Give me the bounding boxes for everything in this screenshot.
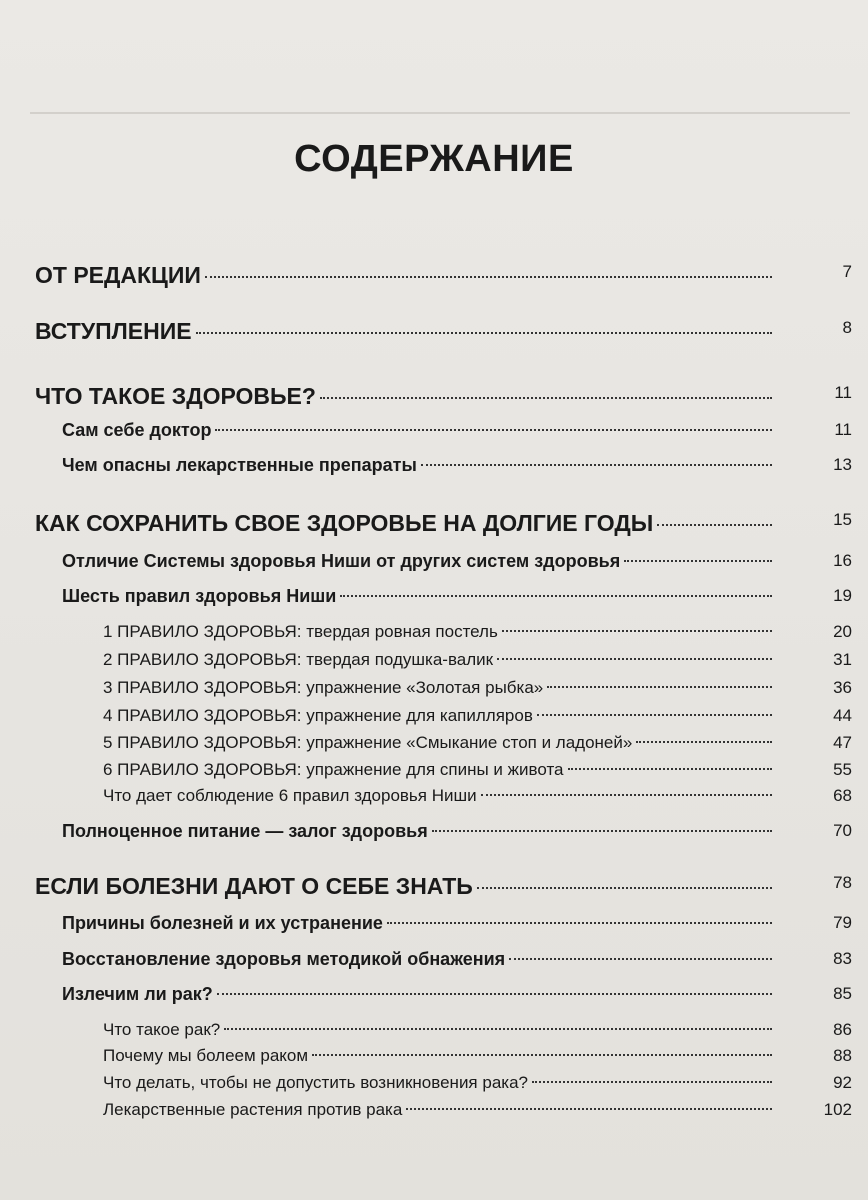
toc-entry-label: Сам себе доктор xyxy=(62,420,212,440)
leader-dots xyxy=(320,397,772,399)
leader-dots xyxy=(502,630,772,632)
toc-entry-subsection xyxy=(103,1100,852,1120)
toc-entry-subsection xyxy=(103,1073,852,1093)
leader-dots xyxy=(312,1054,772,1056)
toc-page-number: 15 xyxy=(833,510,852,529)
leader-dots xyxy=(537,714,772,716)
toc-entry-section xyxy=(62,586,852,607)
toc-page-number: 102 xyxy=(823,1100,852,1119)
toc-entry-section xyxy=(62,949,852,970)
toc-entry-label: ЕСЛИ БОЛЕЗНИ ДАЮТ О СЕБЕ ЗНАТЬ xyxy=(35,873,473,899)
toc-entry-label: Причины болезней и их устранение xyxy=(62,913,383,933)
toc-entry-label: Отличие Системы здоровья Ниши от других систем здоровья xyxy=(62,551,621,571)
toc-entry-section xyxy=(62,821,852,842)
leader-dots xyxy=(421,464,772,466)
toc-entry-label: Излечим ли рак? xyxy=(62,984,213,1004)
toc-entry-subsection xyxy=(103,678,852,698)
toc-entry-label: 4 ПРАВИЛО ЗДОРОВЬЯ: упражнение для капилляров xyxy=(103,706,533,725)
toc-entry-subsection xyxy=(103,1020,852,1040)
toc-entry-label: Что делать, чтобы не допустить возникновения рака? xyxy=(103,1073,528,1092)
toc-entry-section xyxy=(62,551,852,572)
leader-dots xyxy=(217,993,772,995)
toc-entry-chapter xyxy=(35,510,852,537)
toc-page-number: 88 xyxy=(833,1046,852,1065)
leader-dots xyxy=(406,1108,772,1110)
toc-page-number: 86 xyxy=(833,1020,852,1039)
toc-page-number: 20 xyxy=(833,622,852,641)
leader-dots xyxy=(532,1081,772,1083)
leader-dots xyxy=(624,560,772,562)
page-title: СОДЕРЖАНИЕ xyxy=(294,138,574,180)
toc-entry-label: ВСТУПЛЕНИЕ xyxy=(35,318,192,344)
toc-page-number: 11 xyxy=(834,383,852,402)
leader-dots xyxy=(205,276,772,278)
toc-entry-subsection xyxy=(103,760,852,780)
toc-page-number: 85 xyxy=(833,984,852,1003)
toc-page-number: 78 xyxy=(833,873,852,892)
toc-page-number: 11 xyxy=(834,420,852,439)
toc-page-number: 13 xyxy=(833,455,852,474)
toc-entry-label: Почему мы болеем раком xyxy=(103,1046,309,1065)
toc-entry-label: ЧТО ТАКОЕ ЗДОРОВЬЕ? xyxy=(35,383,316,409)
leader-dots xyxy=(196,332,772,334)
leader-dots xyxy=(636,741,772,743)
leader-dots xyxy=(387,922,772,924)
toc-entry-label: Чем опасны лекарственные препараты xyxy=(62,455,417,475)
toc-entry-section xyxy=(62,455,852,476)
toc-page-number: 44 xyxy=(833,706,852,725)
toc-page-number: 68 xyxy=(833,786,852,805)
toc-entry-section xyxy=(62,984,852,1005)
leader-dots xyxy=(481,794,772,796)
toc-entry-label: 3 ПРАВИЛО ЗДОРОВЬЯ: упражнение «Золотая рыбка» xyxy=(103,678,544,697)
leader-dots xyxy=(657,524,772,526)
toc-entry-chapter xyxy=(35,383,852,410)
toc-page-number: 70 xyxy=(833,821,852,840)
leader-dots xyxy=(215,429,772,431)
toc-page-number: 92 xyxy=(833,1073,852,1092)
toc-page-number: 36 xyxy=(833,678,852,697)
toc-entry-label: 1 ПРАВИЛО ЗДОРОВЬЯ: твердая ровная постель xyxy=(103,622,498,641)
bleed-through-rule xyxy=(30,112,850,114)
toc-entry-subsection xyxy=(103,622,852,642)
toc-entry-label: Лекарственные растения против рака xyxy=(103,1100,403,1119)
toc-page-number: 16 xyxy=(833,551,852,570)
toc-entry-label: КАК СОХРАНИТЬ СВОЕ ЗДОРОВЬЕ НА ДОЛГИЕ ГОДЫ xyxy=(35,510,654,536)
toc-entry-chapter xyxy=(35,873,852,900)
leader-dots xyxy=(509,958,772,960)
toc-entry-label: Шесть правил здоровья Ниши xyxy=(62,586,337,606)
toc-entry-section xyxy=(62,913,852,934)
leader-dots xyxy=(432,830,772,832)
toc-entry-subsection xyxy=(103,650,852,670)
leader-dots xyxy=(224,1028,772,1030)
toc-entry-label: Что такое рак? xyxy=(103,1020,221,1039)
toc-entry-label: Что дает соблюдение 6 правил здоровья Ниши xyxy=(103,786,477,805)
toc-entry-subsection xyxy=(103,706,852,726)
toc-entry-chapter xyxy=(35,318,852,345)
leader-dots xyxy=(568,768,773,770)
leader-dots xyxy=(497,658,772,660)
toc-entry-label: 5 ПРАВИЛО ЗДОРОВЬЯ: упражнение «Смыкание стоп и ладоней» xyxy=(103,733,633,752)
toc-entry-subsection xyxy=(103,733,852,753)
toc-page-number: 47 xyxy=(833,733,852,752)
toc-page-number: 7 xyxy=(842,262,852,281)
toc-entry-label: 2 ПРАВИЛО ЗДОРОВЬЯ: твердая подушка-валик xyxy=(103,650,494,669)
toc-entry-label: Восстановление здоровья методикой обнажения xyxy=(62,949,506,969)
leader-dots xyxy=(477,887,772,889)
toc-entry-label: 6 ПРАВИЛО ЗДОРОВЬЯ: упражнение для спины и живота xyxy=(103,760,564,779)
toc-entry-chapter xyxy=(35,262,852,289)
leader-dots xyxy=(340,595,772,597)
toc-page-number: 83 xyxy=(833,949,852,968)
toc-page-number: 19 xyxy=(833,586,852,605)
toc-entry-subsection xyxy=(103,1046,852,1066)
toc-page-number: 55 xyxy=(833,760,852,779)
toc-page-number: 31 xyxy=(833,650,852,669)
leader-dots xyxy=(547,686,772,688)
toc-entry-section xyxy=(62,420,852,441)
toc-entry-subsection xyxy=(103,786,852,806)
toc-page-number: 8 xyxy=(842,318,852,337)
toc-page-number: 79 xyxy=(833,913,852,932)
toc-entry-label: Полноценное питание — залог здоровья xyxy=(62,821,428,841)
toc-entry-label: ОТ РЕДАКЦИИ xyxy=(35,262,201,288)
